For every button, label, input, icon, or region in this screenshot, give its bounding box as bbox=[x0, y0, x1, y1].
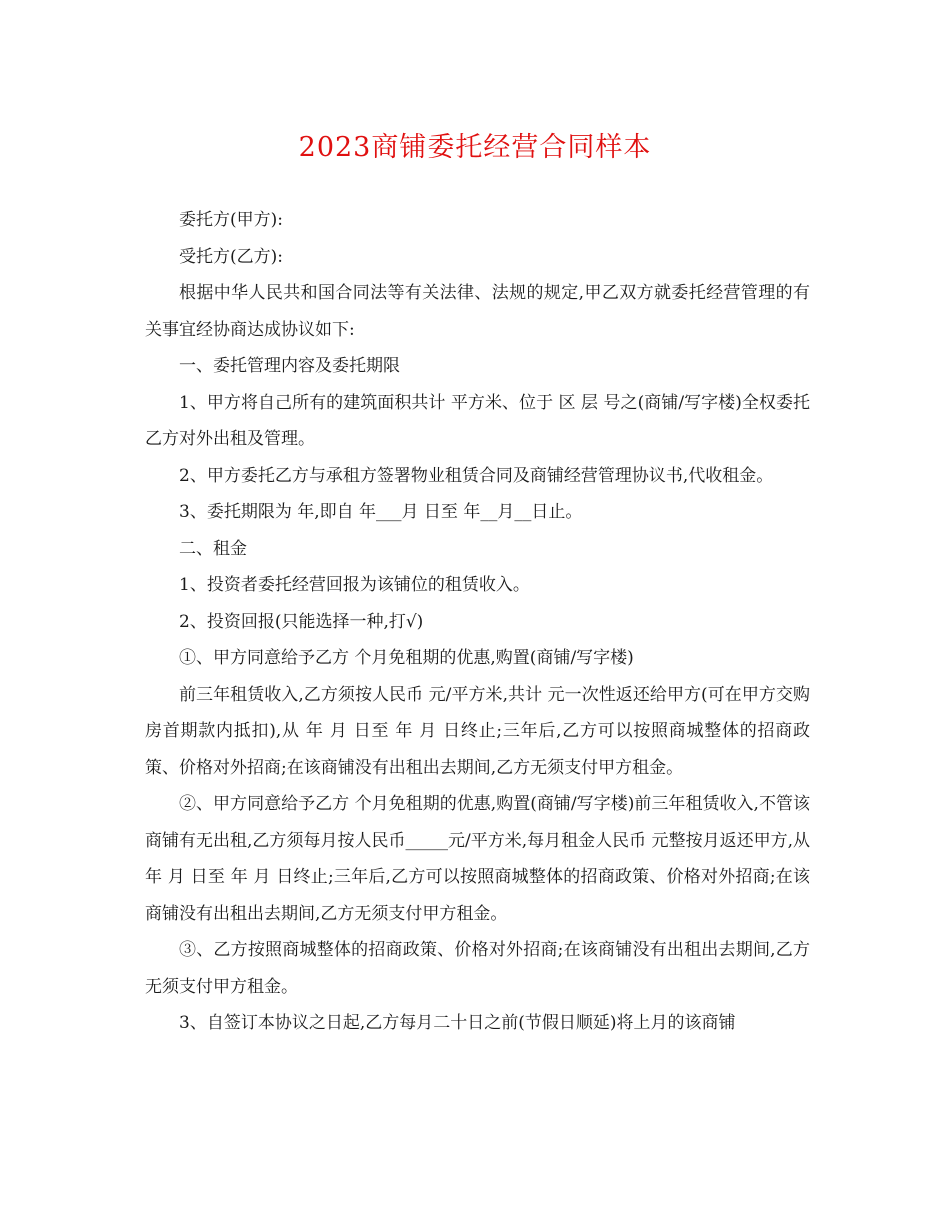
document-body bbox=[145, 202, 810, 1042]
paragraph-trustee: 受托方(乙方): bbox=[179, 246, 283, 267]
paragraph-option-1: ①、甲方同意给予乙方 个月免租期的优惠,购置(商铺/写字楼) bbox=[179, 648, 634, 668]
paragraph-clause-2-1: 1、投资者委托经营回报为该铺位的租赁收入。 bbox=[179, 575, 530, 595]
paragraph-clause-1-2: 2、甲方委托乙方与承租方签署物业租赁合同及商铺经营管理协议书,代收租金。 bbox=[179, 465, 774, 486]
paragraph-preamble: 根据中华人民共和国合同法等有关法律、法规的规定,甲乙双方就委托经营管理的有关事宜经协商达成协议如下: bbox=[145, 283, 810, 340]
paragraph-clause-1-1: 1、甲方将自己所有的建筑面积共计 平方米、位于 区 层 号之(商铺/写字楼)全权委托乙方对外出租及管理。 bbox=[145, 392, 810, 449]
document-title: 2023商铺委托经营合同样本 bbox=[298, 132, 652, 163]
paragraph-clause-1-3: 3、委托期限为 年,即自 年___月 日至 年__月__日止。 bbox=[179, 502, 583, 522]
section-heading-1: 一、委托管理内容及委托期限 bbox=[179, 356, 400, 376]
paragraph-clause-2-2: 2、投资回报(只能选择一种,打√) bbox=[179, 611, 424, 632]
section-heading-2: 二、租金 bbox=[179, 538, 247, 559]
paragraph-principal: 委托方(甲方): bbox=[179, 210, 283, 230]
paragraph-option-1-detail: 前三年租赁收入,乙方须按人民币 元/平方米,共计 元一次性返还给甲方(可在甲方交购房首期款内抵扣),从 年 月 日至 年 月 日终止;三年后,乙方可以按照商城整体的招商政策、价格对外招商;在该商铺没有出租出去期间,乙方无须支付甲方租金。 bbox=[145, 684, 810, 778]
paragraph-option-2: ②、甲方同意给予乙方 个月免租期的优惠,购置(商铺/写字楼)前三年租赁收入,不管该商铺有无出租,乙方须每月按人民币_____元/平方米,每月租金人民币 元整按月返还甲方,从 年 月 日至 年 月 日终止;三年后,乙方可以按照商城整体的招商政策、价格对外招商;在该商铺没有出租出去期间,乙方无须支付甲方租金。 bbox=[145, 794, 810, 924]
paragraph-option-3: ③、乙方按照商城整体的招商政策、价格对外招商;在该商铺没有出租出去期间,乙方无须支付甲方租金。 bbox=[145, 940, 810, 997]
paragraph-clause-2-3: 3、自签订本协议之日起,乙方每月二十日之前(节假日顺延)将上月的该商铺 bbox=[179, 1013, 736, 1033]
